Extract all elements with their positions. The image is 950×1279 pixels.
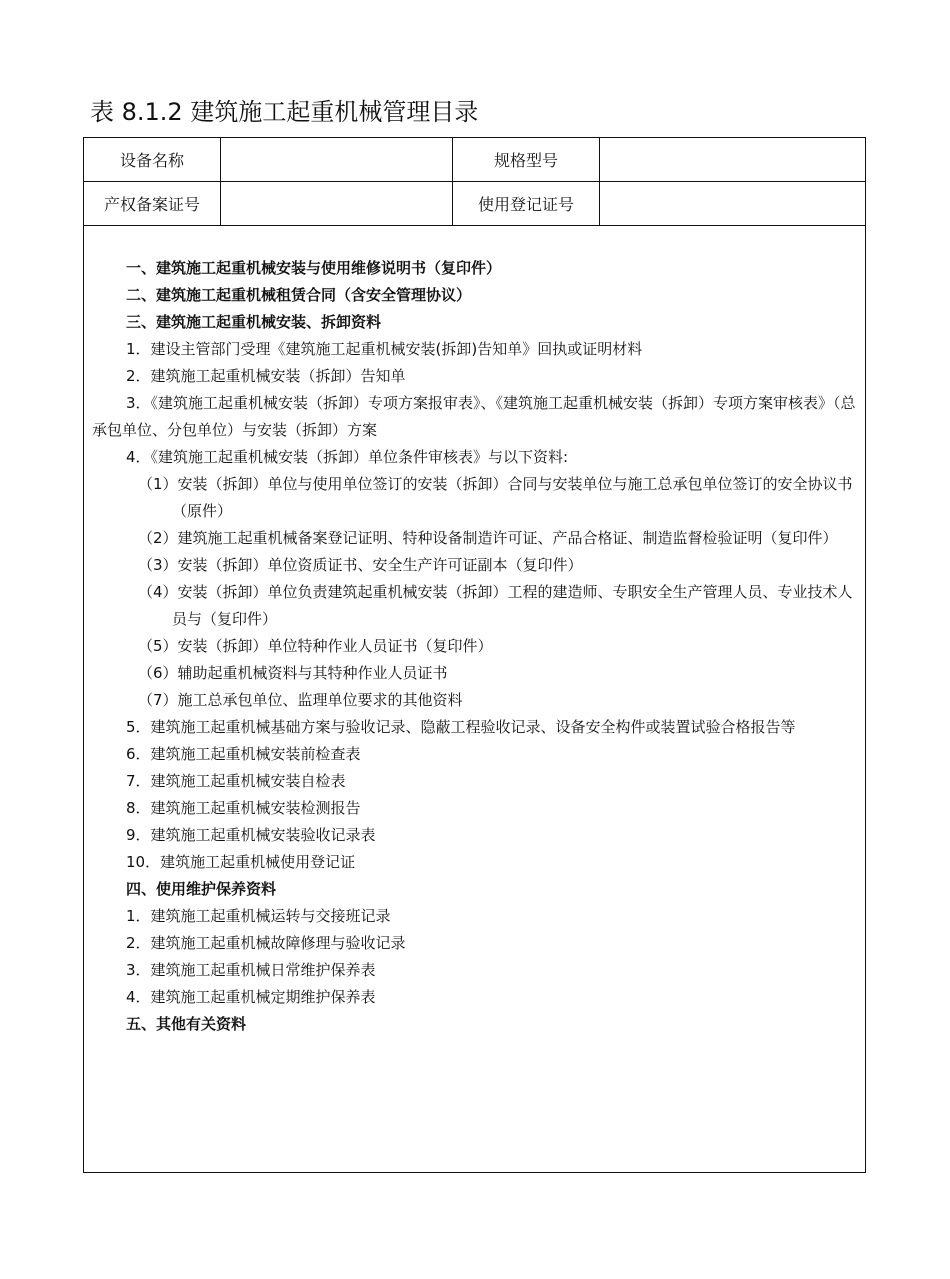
- section-heading: 三、建筑施工起重机械安装、拆卸资料: [126, 313, 382, 331]
- list-item: 3．建筑施工起重机械日常维护保养表: [126, 961, 376, 979]
- list-item: 4．《建筑施工起重机械安装（拆卸）单位条件审核表》与以下资料:: [126, 448, 569, 466]
- sub-list-item: （7）施工总承包单位、监理单位要求的其他资料: [138, 691, 463, 709]
- sub-list-item: （1）安装（拆卸）单位与使用单位签订的安装（拆卸）合同与安装单位与施工总承包单位签订的安全协议书（原件）: [138, 475, 853, 520]
- section-heading: 二、建筑施工起重机械租赁合同（含安全管理协议）: [126, 286, 472, 304]
- document-title: 表 8.1.2 建筑施工起重机械管理目录: [90, 98, 479, 126]
- list-item: 1．建设主管部门受理《建筑施工起重机械安装(拆卸)告知单》回执或证明材料: [126, 340, 643, 358]
- list-item: 2．建筑施工起重机械安装（拆卸）告知单: [126, 367, 406, 385]
- header-row-1: [84, 138, 865, 182]
- sub-list-item: （6）辅助起重机械资料与其特种作业人员证书: [138, 664, 448, 682]
- list-item: 9．建筑施工起重机械安装验收记录表: [126, 826, 376, 844]
- form-table: [83, 137, 866, 1173]
- list-item: 5．建筑施工起重机械基础方案与验收记录、隐蔽工程验收记录、设备安全构件或装置试验合格报告等: [126, 718, 796, 736]
- list-item: 7．建筑施工起重机械安装自检表: [126, 772, 346, 790]
- list-item: 4．建筑施工起重机械定期维护保养表: [126, 988, 376, 1006]
- directory-content: [84, 255, 865, 1038]
- list-item: 6．建筑施工起重机械安装前检查表: [126, 745, 361, 763]
- spec-model-field[interactable]: [600, 138, 866, 182]
- header-row-2: [84, 182, 865, 226]
- property-record-label: 产权备案证号: [84, 182, 221, 226]
- use-register-label: 使用登记证号: [453, 182, 600, 226]
- sub-list-item: （4）安装（拆卸）单位负责建筑起重机械安装（拆卸）工程的建造师、专职安全生产管理人员、专业技术人员与（复印件）: [138, 583, 853, 628]
- sub-list-item: （3）安装（拆卸）单位资质证书、安全生产许可证副本（复印件）: [138, 556, 583, 574]
- list-item: 2．建筑施工起重机械故障修理与验收记录: [126, 934, 406, 952]
- list-item: 8．建筑施工起重机械安装检测报告: [126, 799, 361, 817]
- section-heading: 一、建筑施工起重机械安装与使用维修说明书（复印件）: [126, 259, 502, 277]
- sub-list-item: （5）安装（拆卸）单位特种作业人员证书（复印件）: [138, 637, 493, 655]
- property-record-field[interactable]: [221, 182, 453, 226]
- device-name-label: 设备名称: [84, 138, 221, 182]
- spec-model-label: 规格型号: [453, 138, 600, 182]
- use-register-field[interactable]: [600, 182, 866, 226]
- header-table: [84, 138, 865, 226]
- section-heading: 五、其他有关资料: [126, 1015, 247, 1033]
- list-item: 10．建筑施工起重机械使用登记证: [126, 853, 356, 871]
- section-heading: 四、使用维护保养资料: [126, 880, 277, 898]
- sub-list-item: （2）建筑施工起重机械备案登记证明、特种设备制造许可证、产品合格证、制造监督检验证明（复印件）: [138, 529, 838, 547]
- list-item: 1．建筑施工起重机械运转与交接班记录: [126, 907, 391, 925]
- list-item: 3．《建筑施工起重机械安装（拆卸）专项方案报审表》、《建筑施工起重机械安装（拆卸）专项方案审核表》（总承包单位、分包单位）与安装（拆卸）方案: [92, 394, 856, 439]
- device-name-field[interactable]: [221, 138, 453, 182]
